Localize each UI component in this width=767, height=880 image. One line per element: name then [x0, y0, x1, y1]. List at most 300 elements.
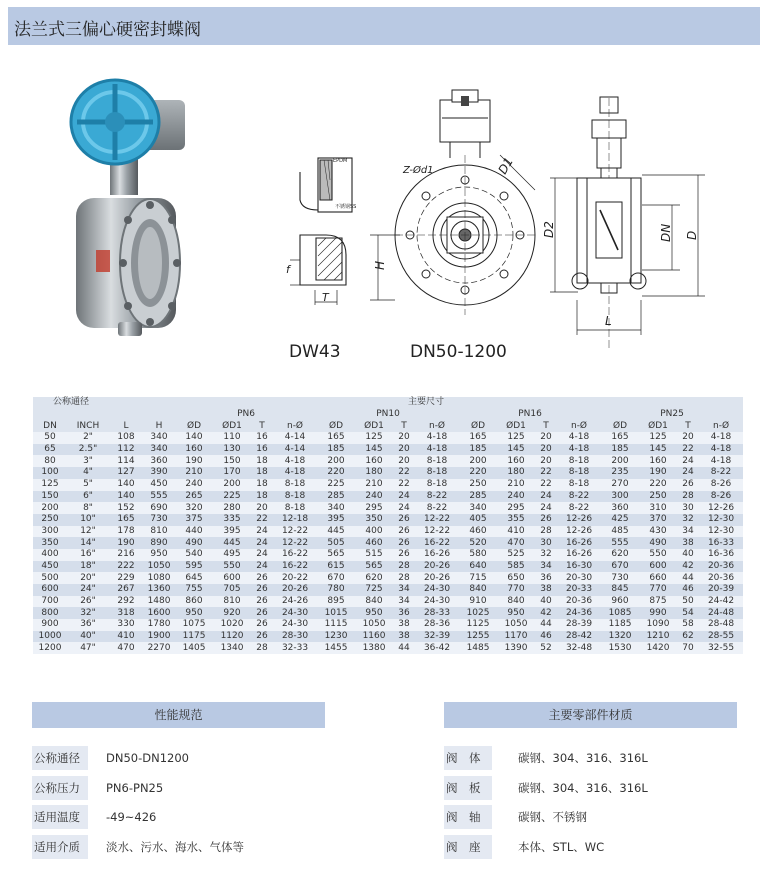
- table-cell: 16-26: [557, 537, 601, 549]
- table-row: [33, 537, 743, 549]
- caption-dn-range: DN50-1200: [410, 342, 507, 362]
- table-cell: 24-30: [273, 619, 317, 631]
- table-cell: 300: [33, 526, 67, 538]
- table-cell: 405: [459, 514, 497, 526]
- table-row: [33, 502, 743, 514]
- table-cell: 640: [459, 561, 497, 573]
- table-cell: 24-36: [557, 607, 601, 619]
- table-cell: 370: [639, 514, 677, 526]
- table-cell: 18: [251, 467, 273, 479]
- performance-value: DN50-DN1200: [106, 751, 189, 765]
- table-cell: 32-48: [557, 642, 601, 654]
- table-cell: 2.5": [67, 444, 109, 456]
- table-cell: 22: [535, 479, 557, 491]
- table-cell: 265: [175, 491, 213, 503]
- table-cell: 1600: [143, 607, 175, 619]
- table-cell: 16: [251, 444, 273, 456]
- svg-text:DN: DN: [659, 223, 673, 242]
- table-row: [33, 432, 743, 444]
- table-cell: 1015: [317, 607, 355, 619]
- table-cell: 1160: [355, 631, 393, 643]
- table-cell: 28-55: [699, 631, 743, 643]
- table-cell: 70: [677, 642, 699, 654]
- table-cell: 20: [393, 432, 415, 444]
- table-cell: 12-30: [699, 526, 743, 538]
- table-cell: 26: [393, 537, 415, 549]
- table-cell: 14": [67, 537, 109, 549]
- column-header: INCH: [67, 420, 109, 432]
- table-cell: 8-22: [415, 491, 459, 503]
- table-cell: 555: [143, 491, 175, 503]
- table-cell: 565: [317, 549, 355, 561]
- table-cell: 6": [67, 491, 109, 503]
- valve-photo: [71, 80, 185, 336]
- table-cell: 150: [213, 455, 251, 467]
- table-cell: 165: [317, 432, 355, 444]
- column-header: n-Ø: [415, 420, 459, 432]
- table-cell: 950: [497, 607, 535, 619]
- table-cell: 50: [33, 432, 67, 444]
- table-cell: 24: [535, 502, 557, 514]
- table-cell: 4-18: [699, 455, 743, 467]
- table-cell: 1255: [459, 631, 497, 643]
- table-cell: 225: [213, 491, 251, 503]
- table-row: [33, 526, 743, 538]
- materials-label: 阀 座: [444, 835, 492, 859]
- table-cell: 8-18: [415, 479, 459, 491]
- table-cell: 300: [601, 491, 639, 503]
- table-cell: 20-39: [699, 584, 743, 596]
- table-cell: 8-22: [415, 502, 459, 514]
- table-cell: 355: [497, 514, 535, 526]
- table-cell: 470: [109, 642, 143, 654]
- table-cell: 1115: [317, 619, 355, 631]
- table-row: [33, 491, 743, 503]
- table-column-headers: [33, 420, 743, 432]
- table-cell: 108: [109, 432, 143, 444]
- table-cell: 8-18: [273, 491, 317, 503]
- table-cell: 54: [677, 607, 699, 619]
- table-cell: 410: [497, 526, 535, 538]
- table-cell: 4-18: [557, 444, 601, 456]
- front-view-drawing: [370, 90, 535, 315]
- table-cell: 28-42: [557, 631, 601, 643]
- table-cell: 26: [393, 549, 415, 561]
- table-row: [33, 596, 743, 608]
- table-cell: 34: [677, 526, 699, 538]
- table-cell: 1025: [459, 607, 497, 619]
- table-cell: 340: [317, 502, 355, 514]
- table-cell: 46: [535, 631, 557, 643]
- table-row: [33, 619, 743, 631]
- table-cell: 130: [213, 444, 251, 456]
- table-cell: 235: [601, 467, 639, 479]
- table-cell: 840: [355, 596, 393, 608]
- table-cell: 620: [355, 572, 393, 584]
- table-cell: 490: [175, 537, 213, 549]
- performance-value: -49~426: [106, 810, 157, 824]
- table-cell: 24-30: [415, 584, 459, 596]
- table-cell: 125: [497, 432, 535, 444]
- table-cell: 360: [601, 502, 639, 514]
- table-cell: 36-42: [415, 642, 459, 654]
- table-cell: 1000: [33, 631, 67, 643]
- table-cell: 490: [639, 537, 677, 549]
- table-cell: 30: [677, 502, 699, 514]
- table-cell: 22: [393, 467, 415, 479]
- table-cell: 18": [67, 561, 109, 573]
- table-cell: 900: [33, 619, 67, 631]
- table-cell: 705: [213, 584, 251, 596]
- table-cell: 28: [251, 642, 273, 654]
- table-cell: 20": [67, 572, 109, 584]
- table-cell: 200: [601, 455, 639, 467]
- table-row: [33, 584, 743, 596]
- table-cell: 1390: [497, 642, 535, 654]
- table-row: [33, 514, 743, 526]
- table-cell: 16-26: [557, 549, 601, 561]
- table-cell: 140: [175, 432, 213, 444]
- header-main-dims: 主要尺寸: [109, 397, 743, 409]
- table-cell: 1175: [175, 631, 213, 643]
- table-cell: 24-48: [699, 607, 743, 619]
- table-cell: 440: [175, 526, 213, 538]
- table-cell: 960: [601, 596, 639, 608]
- table-cell: 110: [213, 432, 251, 444]
- table-cell: 1210: [639, 631, 677, 643]
- table-cell: 32-55: [699, 642, 743, 654]
- table-cell: 32-33: [273, 642, 317, 654]
- table-cell: 20-30: [557, 572, 601, 584]
- table-cell: 16-36: [699, 549, 743, 561]
- svg-text:不锈钢SS: 不锈钢SS: [335, 204, 357, 210]
- table-cell: 550: [213, 561, 251, 573]
- table-cell: 34: [393, 596, 415, 608]
- table-cell: 285: [459, 491, 497, 503]
- table-cell: 152: [109, 502, 143, 514]
- table-cell: 210: [497, 479, 535, 491]
- column-header: ØD: [175, 420, 213, 432]
- svg-text:T: T: [322, 291, 329, 304]
- table-cell: 4-14: [273, 444, 317, 456]
- table-cell: 160: [175, 444, 213, 456]
- table-cell: 220: [459, 467, 497, 479]
- table-cell: 810: [143, 526, 175, 538]
- table-cell: 200: [459, 455, 497, 467]
- table-cell: 595: [175, 561, 213, 573]
- table-cell: 16-22: [415, 537, 459, 549]
- table-cell: 460: [459, 526, 497, 538]
- table-cell: 1780: [143, 619, 175, 631]
- table-cell: 295: [497, 502, 535, 514]
- table-cell: 28-48: [699, 619, 743, 631]
- table-cell: 1125: [459, 619, 497, 631]
- table-cell: 1090: [639, 619, 677, 631]
- table-cell: 445: [317, 526, 355, 538]
- materials-value: 本体、STL、WC: [518, 839, 605, 854]
- table-cell: 20-22: [273, 572, 317, 584]
- table-cell: 670: [601, 561, 639, 573]
- table-cell: 1405: [175, 642, 213, 654]
- table-cell: 24: [251, 549, 273, 561]
- table-cell: 24-26: [273, 596, 317, 608]
- table-cell: 600: [213, 572, 251, 584]
- table-cell: 8-18: [273, 479, 317, 491]
- table-cell: 24": [67, 584, 109, 596]
- table-cell: 292: [109, 596, 143, 608]
- table-cell: 410: [109, 631, 143, 643]
- materials-value: 碳钢、304、316、316L: [518, 780, 648, 795]
- table-cell: 1360: [143, 584, 175, 596]
- header-pn10: PN10: [317, 409, 459, 421]
- table-cell: 165: [601, 432, 639, 444]
- table-row: [33, 549, 743, 561]
- table-row: [33, 479, 743, 491]
- table-cell: 24: [251, 526, 273, 538]
- column-header: ØD1: [497, 420, 535, 432]
- table-cell: 165: [459, 432, 497, 444]
- table-cell: 360: [143, 455, 175, 467]
- table-cell: 520: [459, 537, 497, 549]
- table-cell: 585: [497, 561, 535, 573]
- table-cell: 335: [213, 514, 251, 526]
- table-cell: 1480: [143, 596, 175, 608]
- table-cell: 16-30: [557, 561, 601, 573]
- table-cell: 28: [393, 572, 415, 584]
- table-cell: 42: [677, 561, 699, 573]
- table-cell: 1170: [497, 631, 535, 643]
- table-cell: 318: [109, 607, 143, 619]
- table-cell: 178: [109, 526, 143, 538]
- table-cell: 8-18: [273, 502, 317, 514]
- table-cell: 8-26: [699, 479, 743, 491]
- table-cell: 505: [317, 537, 355, 549]
- table-cell: 145: [497, 444, 535, 456]
- table-cell: 500: [33, 572, 67, 584]
- table-cell: 22: [535, 467, 557, 479]
- table-cell: 44: [677, 572, 699, 584]
- table-row: [33, 561, 743, 573]
- table-row: [33, 572, 743, 584]
- table-cell: 730: [601, 572, 639, 584]
- table-cell: 430: [639, 526, 677, 538]
- table-cell: 20: [677, 432, 699, 444]
- side-view-drawing: [542, 97, 705, 350]
- table-cell: 125: [639, 432, 677, 444]
- table-cell: 460: [355, 537, 393, 549]
- performance-heading: 性能规范: [32, 702, 325, 728]
- table-cell: 4-18: [699, 432, 743, 444]
- table-cell: 127: [109, 467, 143, 479]
- table-cell: 20: [393, 455, 415, 467]
- table-cell: 770: [639, 584, 677, 596]
- table-cell: 1185: [601, 619, 639, 631]
- svg-text:H: H: [373, 260, 387, 270]
- table-cell: 267: [109, 584, 143, 596]
- table-cell: 28: [677, 491, 699, 503]
- table-cell: 390: [143, 467, 175, 479]
- seal-detail-drawing: [286, 158, 356, 305]
- table-cell: 12-22: [273, 537, 317, 549]
- column-header: n-Ø: [699, 420, 743, 432]
- performance-row: [32, 805, 332, 829]
- table-cell: 4-18: [415, 444, 459, 456]
- table-cell: 28-30: [273, 631, 317, 643]
- table-cell: 20-33: [557, 584, 601, 596]
- materials-label: 阀 轴: [444, 805, 492, 829]
- table-cell: 185: [601, 444, 639, 456]
- table-cell: 38: [535, 584, 557, 596]
- table-cell: 1230: [317, 631, 355, 643]
- svg-text:D2: D2: [542, 221, 556, 238]
- column-header: DN: [33, 420, 67, 432]
- table-cell: 16-22: [273, 549, 317, 561]
- table-cell: 400: [355, 526, 393, 538]
- table-cell: 28: [393, 561, 415, 573]
- table-cell: 600: [639, 561, 677, 573]
- table-cell: 755: [175, 584, 213, 596]
- table-cell: 1120: [213, 631, 251, 643]
- table-cell: 615: [317, 561, 355, 573]
- table-cell: 16-26: [415, 549, 459, 561]
- table-cell: 32: [535, 549, 557, 561]
- table-cell: 24: [535, 491, 557, 503]
- table-cell: 20-26: [273, 584, 317, 596]
- header-pn6: PN6: [175, 409, 317, 421]
- table-cell: 229: [109, 572, 143, 584]
- table-cell: 250: [639, 491, 677, 503]
- table-cell: 16-33: [699, 537, 743, 549]
- table-cell: 295: [355, 502, 393, 514]
- svg-text:D1: D1: [495, 154, 517, 177]
- table-cell: 1085: [601, 607, 639, 619]
- column-header: T: [677, 420, 699, 432]
- table-cell: 170: [213, 467, 251, 479]
- table-cell: 24: [393, 502, 415, 514]
- materials-row: [444, 805, 744, 829]
- table-cell: 16: [251, 432, 273, 444]
- table-cell: 24: [251, 561, 273, 573]
- table-cell: 12-26: [557, 526, 601, 538]
- table-cell: 8-22: [699, 467, 743, 479]
- table-cell: 20-36: [557, 596, 601, 608]
- table-cell: 1075: [175, 619, 213, 631]
- table-cell: 160: [639, 455, 677, 467]
- table-cell: 4-18: [699, 444, 743, 456]
- table-cell: 34: [393, 584, 415, 596]
- table-cell: 8-18: [415, 467, 459, 479]
- column-header: ØD1: [639, 420, 677, 432]
- table-cell: 24: [251, 537, 273, 549]
- table-cell: 565: [355, 561, 393, 573]
- table-cell: 340: [459, 502, 497, 514]
- table-cell: 20-26: [415, 561, 459, 573]
- caption-dw43: DW43: [289, 342, 341, 362]
- column-header: T: [251, 420, 273, 432]
- table-cell: 22: [393, 479, 415, 491]
- table-cell: 20: [393, 444, 415, 456]
- table-cell: 770: [497, 584, 535, 596]
- table-header-row-1: [33, 397, 743, 409]
- table-cell: 38: [393, 619, 415, 631]
- table-cell: 8-22: [557, 502, 601, 514]
- table-cell: 875: [639, 596, 677, 608]
- performance-value: 淡水、污水、海水、气体等: [106, 839, 244, 854]
- performance-label: 适用温度: [32, 805, 88, 829]
- table-cell: 12-18: [273, 514, 317, 526]
- table-cell: 8-18: [557, 479, 601, 491]
- materials-row: [444, 835, 744, 859]
- table-cell: 840: [459, 584, 497, 596]
- table-cell: 650: [497, 572, 535, 584]
- table-cell: 160: [355, 455, 393, 467]
- table-cell: 20: [535, 444, 557, 456]
- table-cell: 12-22: [273, 526, 317, 538]
- table-cell: 670: [317, 572, 355, 584]
- materials-label: 阀 板: [444, 776, 492, 800]
- svg-text:D: D: [685, 230, 699, 240]
- table-cell: 8-18: [415, 455, 459, 467]
- table-cell: 2": [67, 432, 109, 444]
- materials-heading: 主要零部件材质: [444, 702, 737, 728]
- table-cell: 395: [317, 514, 355, 526]
- table-cell: 180: [497, 467, 535, 479]
- title-bar: [8, 7, 760, 45]
- table-cell: 10": [67, 514, 109, 526]
- table-cell: 30: [535, 537, 557, 549]
- performance-row: [32, 835, 332, 859]
- svg-text:EPDM: EPDM: [333, 158, 348, 164]
- table-cell: 47": [67, 642, 109, 654]
- table-cell: 200: [33, 502, 67, 514]
- dimensions-table: [33, 397, 743, 654]
- table-cell: 12-30: [699, 514, 743, 526]
- table-cell: 26: [251, 572, 273, 584]
- table-cell: 285: [317, 491, 355, 503]
- table-cell: 250: [33, 514, 67, 526]
- table-cell: 16": [67, 549, 109, 561]
- table-cell: 20: [535, 455, 557, 467]
- table-cell: 18: [251, 491, 273, 503]
- performance-row: [32, 746, 332, 770]
- table-cell: 190: [109, 537, 143, 549]
- column-header: ØD: [601, 420, 639, 432]
- table-cell: 22: [677, 444, 699, 456]
- table-cell: 160: [497, 455, 535, 467]
- performance-label: 适用介质: [32, 835, 88, 859]
- table-cell: 425: [601, 514, 639, 526]
- table-cell: 4-14: [273, 432, 317, 444]
- table-cell: 580: [459, 549, 497, 561]
- table-cell: 1050: [497, 619, 535, 631]
- table-cell: 8": [67, 502, 109, 514]
- table-cell: 1340: [213, 642, 251, 654]
- table-cell: 200: [317, 455, 355, 467]
- table-cell: 210: [175, 467, 213, 479]
- table-cell: 5": [67, 479, 109, 491]
- table-cell: 12": [67, 526, 109, 538]
- table-cell: 24: [677, 455, 699, 467]
- table-cell: 4-18: [415, 432, 459, 444]
- table-cell: 340: [143, 432, 175, 444]
- table-cell: 36: [393, 607, 415, 619]
- table-cell: 2270: [143, 642, 175, 654]
- table-cell: 450: [33, 561, 67, 573]
- table-cell: 80: [33, 455, 67, 467]
- column-header: L: [109, 420, 143, 432]
- table-cell: 50: [677, 596, 699, 608]
- table-row: [33, 444, 743, 456]
